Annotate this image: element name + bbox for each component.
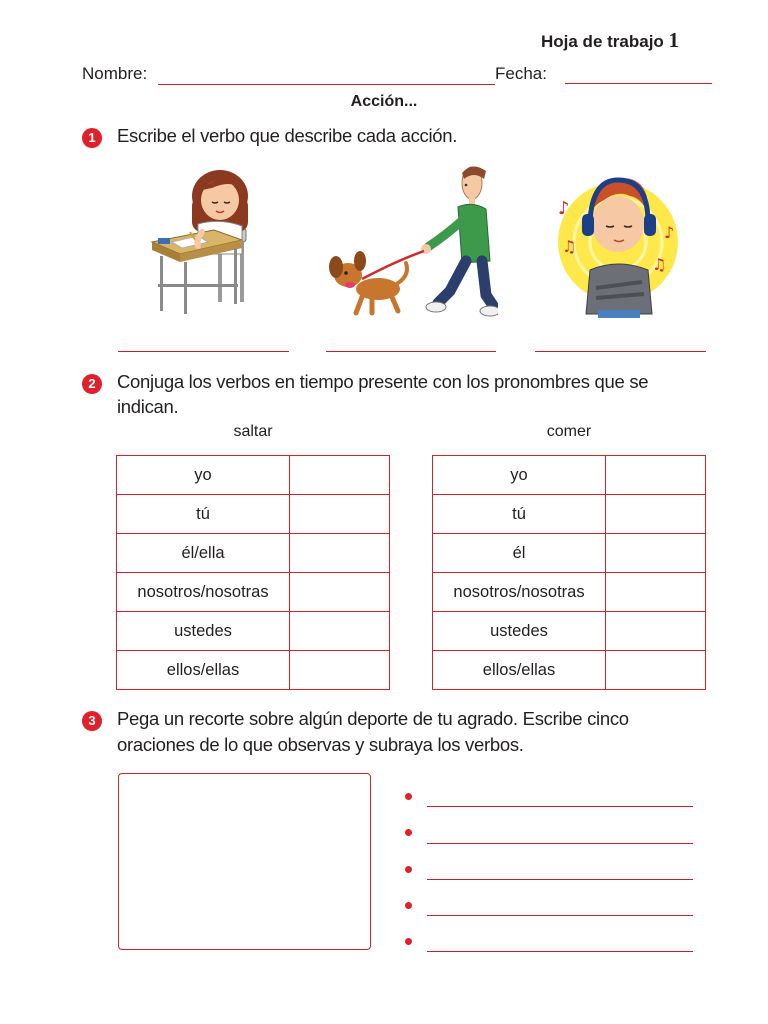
bullet-dot	[405, 902, 412, 909]
date-field-line[interactable]	[565, 83, 712, 84]
section-2-instruction-line-1: Conjuga los verbos en tiempo presente con los pronombres que se	[117, 371, 649, 392]
table-row	[433, 651, 706, 690]
table-row	[433, 573, 706, 612]
bullet-dot	[405, 793, 412, 800]
answer-cell[interactable]	[606, 534, 706, 573]
answer-cell[interactable]	[606, 651, 706, 690]
bullet-dot	[405, 829, 412, 836]
table-row	[117, 651, 390, 690]
man-walking-dog-picture	[326, 163, 498, 318]
bullet-dot	[405, 938, 412, 945]
verb-heading-saltar: saltar	[233, 423, 273, 440]
pronoun-cell: nosotros/nosotras	[117, 573, 290, 612]
answer-cell[interactable]	[290, 456, 390, 495]
sentence-line-3[interactable]	[427, 879, 693, 880]
pronoun-cell: ellos/ellas	[117, 651, 290, 690]
conjugation-table-comer	[432, 455, 706, 690]
table-row	[117, 534, 390, 573]
verb-heading-comer: comer	[546, 423, 592, 440]
answer-cell[interactable]	[290, 534, 390, 573]
answer-cell[interactable]	[606, 573, 706, 612]
answer-line-1[interactable]	[118, 351, 289, 352]
date-label: Fecha:	[495, 64, 547, 83]
section-2-instruction-line-2: indican.	[117, 396, 179, 417]
table-row	[117, 573, 390, 612]
svg-text:♪: ♪	[558, 198, 570, 219]
table-row	[433, 534, 706, 573]
answer-cell[interactable]	[606, 612, 706, 651]
sentence-line-4[interactable]	[427, 915, 693, 916]
answer-cell[interactable]	[606, 495, 706, 534]
section-3-badge: 3	[82, 711, 102, 731]
conjugation-table-saltar	[116, 455, 390, 690]
pronoun-cell: tú	[433, 495, 606, 534]
svg-text:♫: ♫	[562, 237, 577, 256]
name-label: Nombre:	[82, 64, 148, 83]
girl-writing-picture	[150, 166, 252, 316]
pronoun-cell: yo	[117, 456, 290, 495]
section-1-instruction: Escribe el verbo que describe cada acción.	[117, 125, 458, 146]
answer-cell[interactable]	[290, 651, 390, 690]
table-row	[117, 612, 390, 651]
pronoun-cell: tú	[117, 495, 290, 534]
answer-cell[interactable]	[290, 612, 390, 651]
section-3-instruction-line-2: oraciones de lo que observas y subraya los verbos.	[117, 734, 524, 755]
section-1-badge: 1	[82, 128, 102, 148]
bullet-dot	[405, 866, 412, 873]
answer-cell[interactable]	[290, 495, 390, 534]
pronoun-cell: ustedes	[433, 612, 606, 651]
answer-line-2[interactable]	[326, 351, 496, 352]
table-row	[433, 495, 706, 534]
worksheet-title	[541, 28, 679, 53]
svg-text:♪: ♪	[664, 223, 675, 242]
name-field-line[interactable]	[158, 84, 495, 85]
sentence-line-2[interactable]	[427, 843, 693, 844]
pronoun-cell: nosotros/nosotras	[433, 573, 606, 612]
pronoun-cell: ellos/ellas	[433, 651, 606, 690]
section-2-badge: 2	[82, 374, 102, 394]
sentence-line-5[interactable]	[427, 951, 693, 952]
table-row	[117, 495, 390, 534]
page-subtitle: Acción...	[350, 93, 418, 110]
table-row	[117, 456, 390, 495]
worksheet-title-text: Hoja de trabajo	[541, 32, 664, 51]
pronoun-cell: él/ella	[117, 534, 290, 573]
table-row	[433, 612, 706, 651]
sentence-line-1[interactable]	[427, 806, 693, 807]
paste-clipping-box[interactable]	[118, 773, 371, 950]
boy-listening-music-picture	[552, 166, 688, 318]
pronoun-cell: yo	[433, 456, 606, 495]
pronoun-cell: él	[433, 534, 606, 573]
svg-text:♫: ♫	[652, 255, 667, 274]
section-3-instruction-line-1: Pega un recorte sobre algún deporte de tu agrado. Escribe cinco	[117, 708, 629, 729]
pronoun-cell: ustedes	[117, 612, 290, 651]
worksheet-number: 1	[668, 28, 680, 52]
answer-cell[interactable]	[290, 573, 390, 612]
answer-cell[interactable]	[606, 456, 706, 495]
table-row	[433, 456, 706, 495]
answer-line-3[interactable]	[535, 351, 706, 352]
